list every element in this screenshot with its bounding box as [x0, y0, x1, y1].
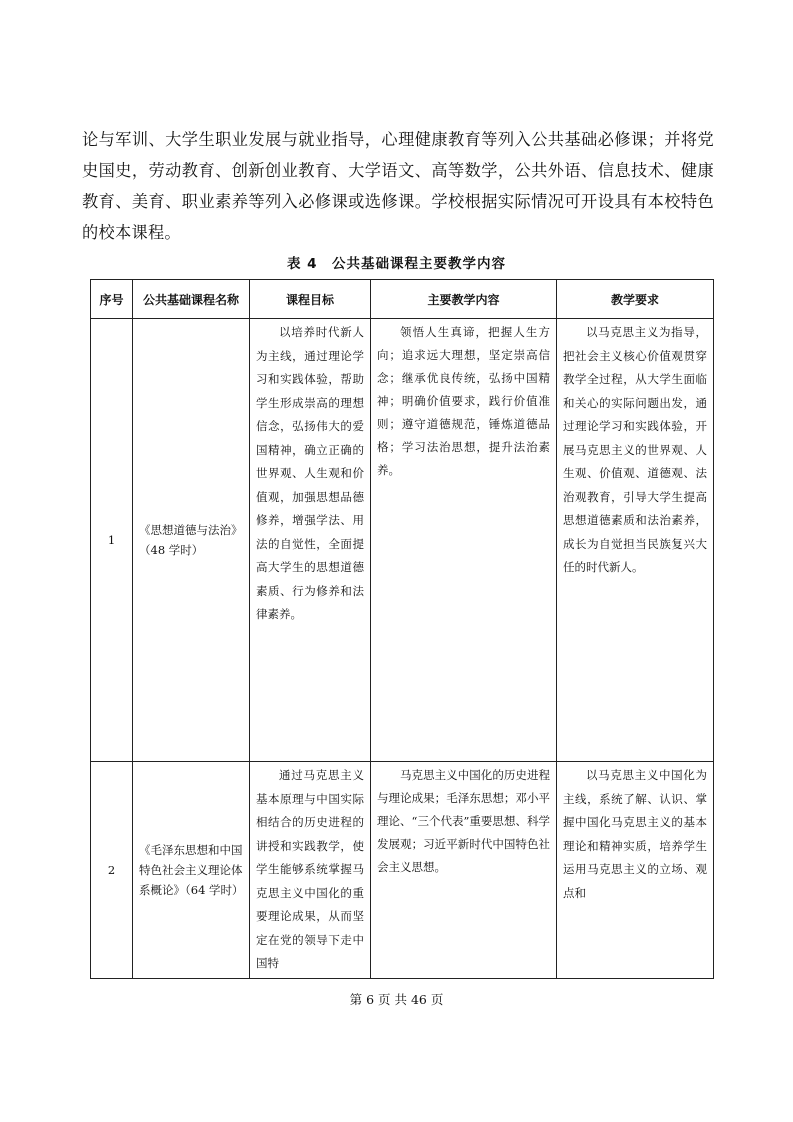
header-goal: 课程目标 [250, 280, 371, 319]
header-num: 序号 [91, 280, 133, 319]
table-row [91, 319, 714, 762]
row-number: 2 [91, 762, 133, 979]
course-goal: 以培养时代新人为主线，通过理论学习和实践体验，帮助学生形成崇高的理想信念，弘扬伟大的爱国精神，确立正确的世界观、人生观和价值观，加强思想品德修养，增强学法、用法的自觉性，全面提高大学生的思想道德素质、行为修养和法律素养。 [256, 325, 364, 621]
course-content: 马克思主义中国化的历史进程与理论成果；毛泽东思想；邓小平理论、“三个代表”重要思想、科学发展观；习近平新时代中国特色社会主义思想。 [377, 768, 550, 874]
course-requirement: 以马克思主义为指导，把社会主义核心价值观贯穿教学全过程，从大学生面临和关心的实际问题出发，通过理论学习和实践体验，开展马克思主义的世界观、人生观、价值观、道德观、法治观教育，引导大学生提高思想道德素质和法治素养，成长为自觉担当民族复兴大任的时代新人。 [563, 325, 707, 574]
intro-paragraph: 论与军训、大学生职业发展与就业指导，心理健康教育等列入公共基础必修课；并将党史国史，劳动教育、创新创业教育、大学语文、高等数学，公共外语、信息技术、健康教育、美育、职业素养等列入必修课或选修课。学校根据实际情况可开设具有本校特色的校本课程。 [82, 130, 714, 242]
page-footer: 第 6 页 共 46 页 [349, 992, 444, 1007]
table-caption: 表 4 公共基础课程主要教学内容 [286, 256, 507, 272]
table-header-row [91, 280, 714, 319]
course-requirement: 以马克思主义中国化为主线，系统了解、认识、掌握中国化马克思主义的基本理论和精神实质，培养学生运用马克思主义的立场、观点和 [563, 768, 707, 900]
course-table [90, 279, 714, 979]
course-name: 《思想道德与法治》（48 学时） [133, 319, 250, 762]
course-name: 《毛泽东思想和中国特色社会主义理论体系概论》（64 学时） [133, 762, 250, 979]
header-content: 主要教学内容 [371, 280, 557, 319]
row-number: 1 [91, 319, 133, 762]
header-requirement: 教学要求 [557, 280, 714, 319]
course-content: 领悟人生真谛，把握人生方向；追求远大理想，坚定崇高信念；继承优良传统，弘扬中国精神；明确价值要求，践行价值准则；遵守道德规范，锤炼道德品格；学习法治思想，提升法治素养。 [377, 325, 550, 477]
table-row [91, 762, 714, 979]
course-goal: 通过马克思主义基本原理与中国实际相结合的历史进程的讲授和实践教学，使学生能够系统掌握马克思主义中国化的重要理论成果，从而坚定在党的领导下走中国特 [256, 768, 364, 970]
header-course-name: 公共基础课程名称 [133, 280, 250, 319]
